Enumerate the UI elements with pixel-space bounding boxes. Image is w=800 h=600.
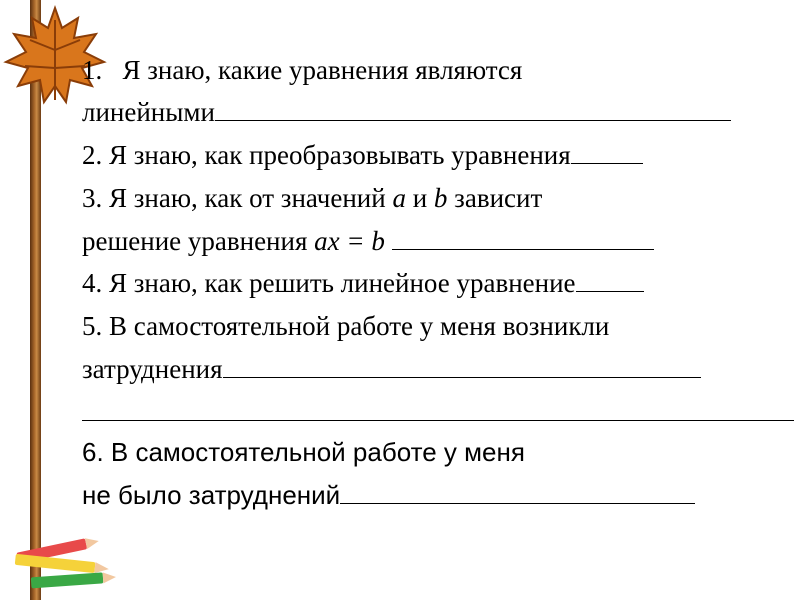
item-5-line-3 bbox=[82, 397, 794, 428]
item-3-and: и bbox=[405, 183, 434, 213]
item-1-text: Я знаю, какие уравнения являются bbox=[122, 55, 523, 85]
equation: ax = b bbox=[314, 226, 385, 256]
item-2-text: 2. Я знаю, как преобразовывать уравнения bbox=[82, 140, 571, 170]
item-1-line-2 bbox=[82, 97, 731, 128]
var-a: a bbox=[392, 183, 406, 213]
item-5-line-2 bbox=[82, 354, 701, 385]
item-6-text: 6. В самостоятельной работе у меня bbox=[82, 437, 525, 467]
item-1-text-cont: линейными bbox=[82, 97, 215, 127]
item-3-line-2 bbox=[82, 226, 654, 257]
crayons-icon bbox=[5, 535, 125, 595]
item-1-number: 1. bbox=[82, 55, 103, 85]
item-1-line-1 bbox=[82, 55, 522, 86]
item-5-line-1 bbox=[82, 311, 609, 342]
item-6-line-1 bbox=[82, 437, 525, 468]
var-b: b bbox=[433, 183, 448, 213]
item-6-line-2 bbox=[82, 480, 695, 511]
item-3-text-2: решение уравнения bbox=[82, 226, 315, 256]
item-2-line bbox=[82, 140, 643, 171]
item-3-line-1 bbox=[82, 183, 542, 214]
item-4-text: 4. Я знаю, как решить линейное уравнение bbox=[82, 268, 576, 298]
answer-blank-5[interactable] bbox=[223, 357, 701, 378]
item-3-text-cont: зависит bbox=[447, 183, 543, 213]
item-4-line bbox=[82, 268, 644, 299]
item-5-text-cont: затруднения bbox=[82, 354, 223, 384]
answer-blank-2[interactable] bbox=[571, 143, 643, 164]
item-5-text: 5. В самостоятельной работе у меня возникли bbox=[82, 311, 610, 341]
answer-blank-3[interactable] bbox=[392, 229, 654, 250]
answer-blank-4[interactable] bbox=[576, 271, 644, 292]
answer-blank-1[interactable] bbox=[215, 100, 731, 121]
item-3-text: 3. Я знаю, как от значений bbox=[82, 183, 393, 213]
answer-blank-5b[interactable] bbox=[82, 400, 794, 421]
answer-blank-6[interactable] bbox=[340, 483, 695, 504]
item-6-text-cont: не было затруднений bbox=[82, 480, 341, 510]
